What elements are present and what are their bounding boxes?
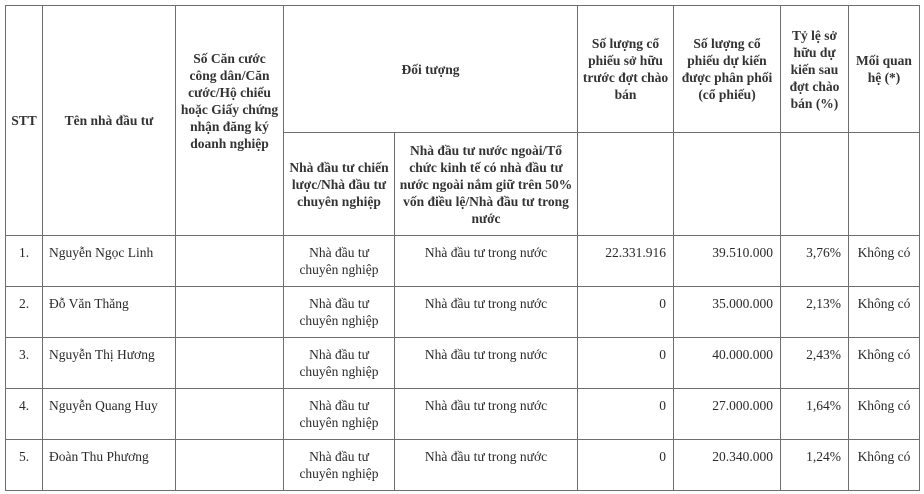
cell-ownership-after: 1,24% (781, 440, 849, 491)
cell-ownership-after: 2,43% (781, 338, 849, 389)
cell-ownership-after: 2,13% (781, 287, 849, 338)
cell-professional: Nhà đầu tư chuyên nghiệp (284, 338, 395, 389)
header-subject-group: Đối tượng (284, 6, 578, 133)
cell-relationship: Không có (849, 287, 920, 338)
cell-id-number (176, 440, 284, 491)
cell-origin: Nhà đầu tư trong nước (395, 389, 578, 440)
header-relationship: Mối quan hệ (*) (849, 6, 920, 133)
header-id-number: Số Căn cước công dân/Căn cước/Hộ chiếu hoặc Giấy chứng nhận đăng ký doanh nghiệp (176, 6, 284, 236)
cell-shares-allocated: 20.340.000 (674, 440, 781, 491)
cell-investor-name: Nguyễn Thị Hương (43, 338, 176, 389)
cell-investor-name: Nguyễn Ngọc Linh (43, 236, 176, 287)
cell-shares-before: 22.331.916 (578, 236, 674, 287)
cell-stt: 5. (6, 440, 43, 491)
cell-stt: 1. (6, 236, 43, 287)
cell-origin: Nhà đầu tư trong nước (395, 440, 578, 491)
cell-professional: Nhà đầu tư chuyên nghiệp (284, 389, 395, 440)
cell-shares-before: 0 (578, 287, 674, 338)
cell-professional: Nhà đầu tư chuyên nghiệp (284, 287, 395, 338)
cell-id-number (176, 287, 284, 338)
cell-professional: Nhà đầu tư chuyên nghiệp (284, 440, 395, 491)
cell-shares-allocated: 39.510.000 (674, 236, 781, 287)
header-empty-cell (849, 133, 920, 236)
cell-relationship: Không có (849, 389, 920, 440)
cell-stt: 4. (6, 389, 43, 440)
header-subject-professional: Nhà đầu tư chiến lược/Nhà đầu tư chuyên nghiệp (284, 133, 395, 236)
header-empty-cell (578, 133, 674, 236)
cell-shares-before: 0 (578, 338, 674, 389)
table-row (6, 287, 920, 338)
table-row (6, 236, 920, 287)
investor-allocation-table (5, 5, 920, 491)
cell-shares-before: 0 (578, 440, 674, 491)
cell-id-number (176, 389, 284, 440)
header-subject-foreign-domestic: Nhà đầu tư nước ngoài/Tổ chức kinh tế có nhà đầu tư nước ngoài nắm giữ trên 50% vốn điều lệ/Nhà đầu tư trong nước (395, 133, 578, 236)
cell-origin: Nhà đầu tư trong nước (395, 287, 578, 338)
cell-id-number (176, 338, 284, 389)
cell-shares-before: 0 (578, 389, 674, 440)
table-row (6, 338, 920, 389)
cell-origin: Nhà đầu tư trong nước (395, 338, 578, 389)
cell-shares-allocated: 40.000.000 (674, 338, 781, 389)
cell-relationship: Không có (849, 338, 920, 389)
cell-ownership-after: 1,64% (781, 389, 849, 440)
cell-origin: Nhà đầu tư trong nước (395, 236, 578, 287)
header-shares-allocated: Số lượng cổ phiếu dự kiến được phân phối (cổ phiếu) (674, 6, 781, 133)
cell-ownership-after: 3,76% (781, 236, 849, 287)
cell-relationship: Không có (849, 440, 920, 491)
cell-relationship: Không có (849, 236, 920, 287)
cell-shares-allocated: 35.000.000 (674, 287, 781, 338)
cell-shares-allocated: 27.000.000 (674, 389, 781, 440)
header-empty-cell (674, 133, 781, 236)
header-empty-cell (781, 133, 849, 236)
table-row (6, 440, 920, 491)
cell-id-number (176, 236, 284, 287)
header-stt: STT (6, 6, 43, 236)
header-investor-name: Tên nhà đầu tư (43, 6, 176, 236)
header-ownership-after: Tỷ lệ sở hữu dự kiến sau đợt chào bán (%) (781, 6, 849, 133)
cell-investor-name: Đoàn Thu Phương (43, 440, 176, 491)
cell-stt: 3. (6, 338, 43, 389)
cell-investor-name: Đỗ Văn Thăng (43, 287, 176, 338)
header-shares-before: Số lượng cổ phiếu sở hữu trước đợt chào bán (578, 6, 674, 133)
cell-professional: Nhà đầu tư chuyên nghiệp (284, 236, 395, 287)
header-row-1 (6, 6, 920, 133)
cell-stt: 2. (6, 287, 43, 338)
cell-investor-name: Nguyễn Quang Huy (43, 389, 176, 440)
table-row (6, 389, 920, 440)
